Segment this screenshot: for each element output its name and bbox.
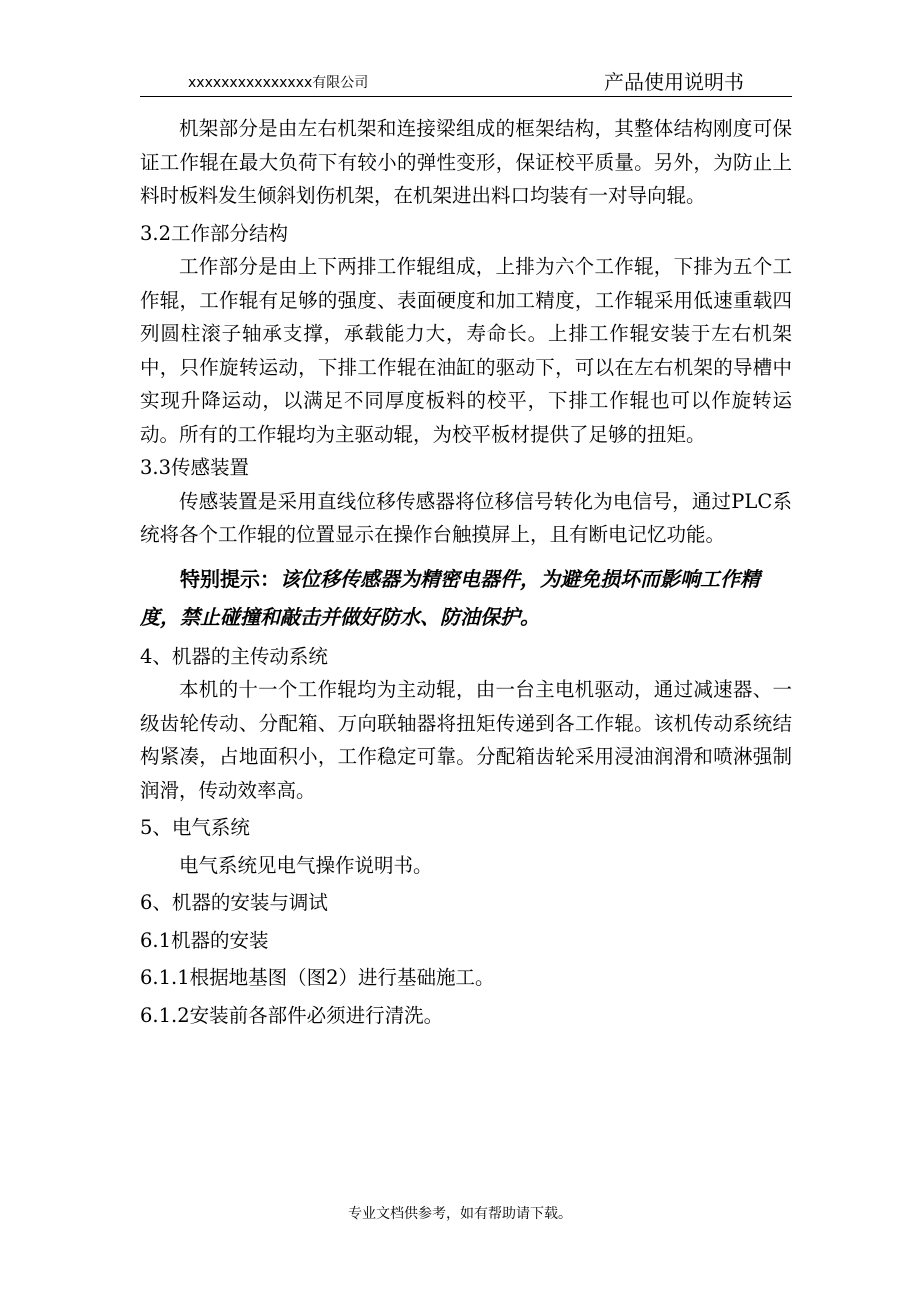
heading-4: 4、机器的主传动系统 (140, 644, 328, 668)
document-body (140, 112, 792, 1032)
heading-5: 5、电气系统 (140, 816, 250, 839)
heading-6-1-2: 6.1.2安装前各部件必须进行清洗。 (140, 1003, 444, 1027)
page-header (140, 60, 792, 97)
heading-3-2: 3.2工作部分结构 (140, 221, 289, 245)
paragraph-frame: 机架部分是由左右机架和连接梁组成的框架结构，其整体结构刚度可保证工作辊在最大负荷下有较小的弹性变形，保证校平质量。另外，为防止上料时板料发生倾斜划伤机架，在机架进出料口均装有一对导向辊。 (140, 117, 792, 207)
page-footer: 专业文档供参考，如有帮助请下载。 (348, 1206, 572, 1222)
heading-6: 6、机器的安装与调试 (140, 891, 328, 914)
paragraph-working-part: 工作部分是由上下两排工作辊组成，上排为六个工作辊，下排为五个工作辊，工作辊有足够的强度、表面硬度和加工精度，工作辊采用低速重载四列圆柱滚子轴承支撑，承载能力大，寿命长。上排工作辊安装于左右机架中，只作旋转运动，下排工作辊在油缸的驱动下，可以在左右机架的导槽中实现升降运动，以满足不同厚度板料的校平，下排工作辊也可以作旋转运动。所有的工作辊均为主驱动辊，为校平板材提供了足够的扭矩。 (140, 255, 792, 446)
notice-label: 特别提示： (180, 566, 280, 591)
paragraph-electrical: 电气系统见电气操作说明书。 (179, 853, 433, 877)
paragraph-main-drive: 本机的十一个工作辊均为主动辊，由一台主电机驱动，通过减速器、一级齿轮传动、分配箱、万向联轴器将扭矩传递到各工作辊。该机传动系统结构紧凑，占地面积小，工作稳定可靠。分配箱齿轮采用浸油润滑和喷淋强制润滑，传动效率高。 (140, 678, 792, 802)
special-notice (140, 560, 792, 636)
document-title: 产品使用说明书 (604, 70, 744, 94)
heading-3-3: 3.3传感装置 (140, 456, 250, 479)
notice-text: 该位移传感器为精密电器件，为避免损坏而影响工作精度，禁止碰撞和敲击并做好防水、防油保护。 (140, 566, 760, 629)
heading-6-1-1: 6.1.1根据地基图（图2）进行基础施工。 (140, 966, 495, 989)
heading-6-1: 6.1机器的安装 (140, 928, 269, 952)
company-name: xxxxxxxxxxxxxxx有限公司 (188, 75, 369, 91)
paragraph-sensor: 传感装置是采用直线位移传感器将位移信号转化为电信号，通过PLC系统将各个工作辊的位置显示在操作台触摸屏上，且有断电记忆功能。 (140, 489, 792, 546)
